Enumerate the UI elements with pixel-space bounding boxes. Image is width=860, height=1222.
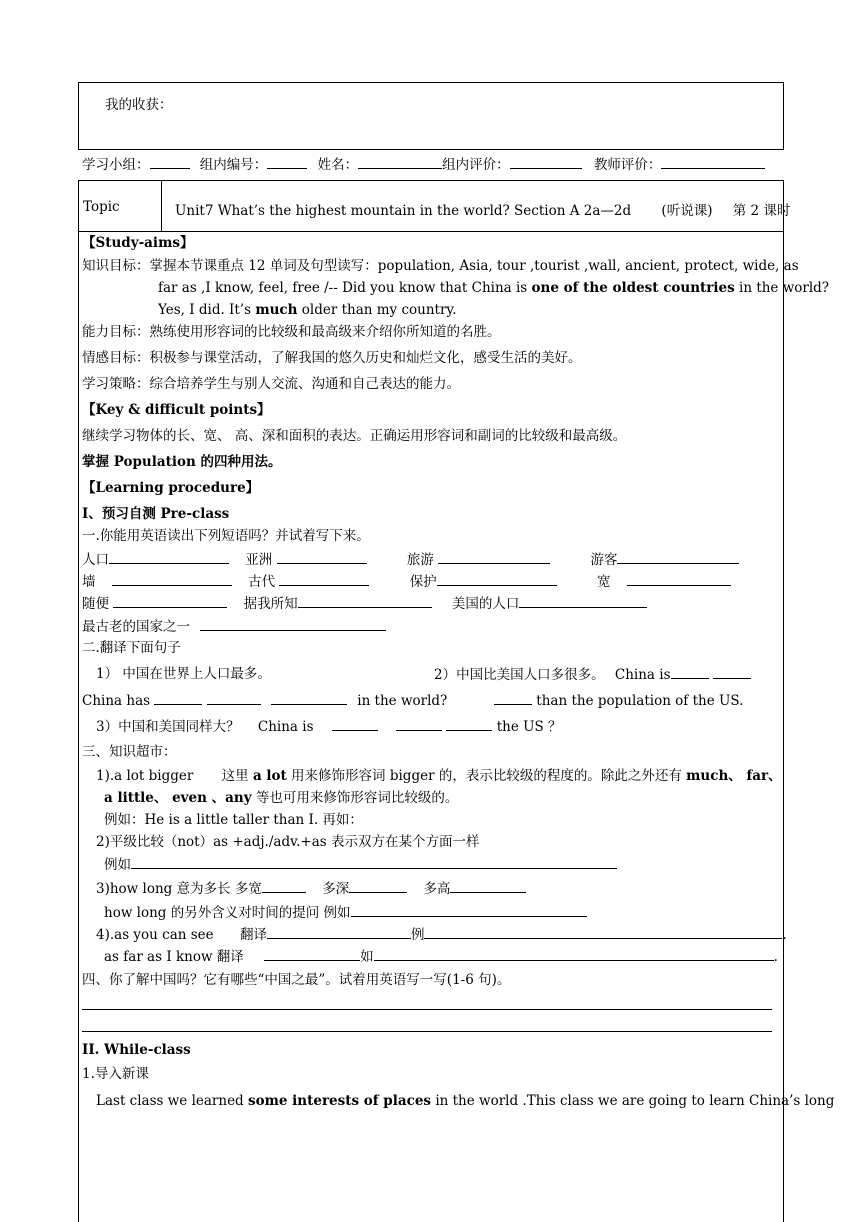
topic-label-cell <box>79 181 162 231</box>
sentence-1-cn: 1） 中国在世界上人口最多。 <box>96 666 271 682</box>
k1-bold-a: a lot <box>252 768 287 784</box>
sentence-1-en-b: in the world? <box>357 693 448 709</box>
k1-text-a: 这里 <box>221 768 253 784</box>
sentence-2-en-b: than the population of the US. <box>536 693 744 709</box>
k3-text-a: 3)how long 意为多长 多宽 <box>96 881 262 897</box>
k2-example-label: 例如 <box>104 857 131 873</box>
intro-text-a: Last class we learned <box>96 1093 248 1109</box>
answer-blank[interactable] <box>671 664 709 679</box>
knowledge-goal-line1 <box>82 256 799 276</box>
sentence-2-row <box>434 664 751 685</box>
group-info-row <box>82 153 782 173</box>
phrase-blank[interactable] <box>277 549 367 564</box>
answer-text-c: older than my country. <box>297 302 457 318</box>
k4-line2-phrase: as far as I know 翻译 <box>104 949 244 965</box>
phrase-wide: 宽 <box>596 574 611 590</box>
phrase-as-far-as-i-know: 据我所知 <box>243 596 298 612</box>
answer-blank[interactable] <box>262 878 306 893</box>
question-two: 二.翻译下面句子 <box>82 640 181 656</box>
phrase-population: 人口 <box>82 552 109 568</box>
answer-blank[interactable] <box>713 664 751 679</box>
k4-translate: 翻译 <box>239 927 267 943</box>
phrase-ancient: 古代 <box>248 574 276 590</box>
k1-bold-b: much、 far、 <box>686 768 782 784</box>
phrase-us-population: 美国的人口 <box>451 596 520 612</box>
knowledge-3 <box>96 878 526 899</box>
intro-text-bold: some interests of places <box>248 1093 432 1109</box>
knowledge-goal-line3 <box>158 300 457 320</box>
answer-blank[interactable] <box>450 878 526 893</box>
phrase-blank[interactable] <box>617 549 739 564</box>
phrase-row-3 <box>82 593 647 614</box>
knowledge-text-bold: one of the oldest countries <box>531 280 735 296</box>
sentence-2-cn: 2）中国比美国人口多很多。 <box>434 667 605 683</box>
answer-blank[interactable] <box>264 946 360 961</box>
phrase-row-4 <box>82 616 386 637</box>
phrase-blank[interactable] <box>279 571 369 586</box>
k1-text-b: 用来修饰形容词 bigger 的，表示比较级的程度的。除此之外还有 <box>286 768 687 784</box>
phrase-row-1 <box>82 549 739 570</box>
sentence-3-en-a: China is <box>257 719 314 735</box>
answer-blank[interactable] <box>351 902 587 917</box>
peer-eval-label: 组内评价： <box>442 157 510 173</box>
number-label: 组内编号： <box>199 157 268 173</box>
topic-title: Unit7 What’s the highest mountain in the world? Section A 2a—2d <box>175 203 632 219</box>
answer-blank[interactable] <box>267 924 411 939</box>
pre-class-heading: I、预习自测 Pre-class <box>82 506 230 522</box>
sentence-1-en-row <box>82 690 447 711</box>
group-label: 学习小组： <box>82 157 150 173</box>
topic-period: 第 2 课时 <box>732 203 791 219</box>
knowledge-2: 2)平级比较（not）as +adj./adv.+as 表示双方在某个方面一样 <box>96 834 480 850</box>
strategy-goal: 学习策略：综合培养学生与别人交流、沟通和自己表达的能力。 <box>82 376 460 392</box>
phrase-row-2 <box>82 571 731 592</box>
knowledge-1-line1 <box>96 766 782 786</box>
k4-example: 例 <box>410 927 425 943</box>
phrase-blank[interactable] <box>627 571 731 586</box>
name-label: 姓名： <box>317 157 359 173</box>
intro-paragraph <box>96 1091 834 1111</box>
knowledge-goal-text: 掌握本节课重点 12 单词及句型读写：population, Asia, tour ,tourist ,wall, ancient, protect, wide, as <box>149 258 799 274</box>
knowledge-4-line2: as far as I know 翻译 如 . <box>104 946 778 967</box>
sentence-3-cn: 3）中国和美国同样大？ <box>96 719 240 735</box>
key-points-line1: 继续学习物体的长、宽、 高、深和面积的表达。正确运用形容词和副词的比较级和最高级。 <box>82 428 627 444</box>
answer-line[interactable] <box>82 1031 772 1032</box>
question-four: 四、你了解中国吗？它有哪些“中国之最”。试着用英语写一写(1-6 句)。 <box>82 972 511 988</box>
k1-text-c: 等也可用来修饰形容词比较级的。 <box>251 790 459 806</box>
k4-phrase: 4).as you can see <box>96 927 214 943</box>
answer-blank[interactable] <box>446 716 492 731</box>
intro-text-c: in the world .This class we are going to learn China’s long <box>431 1093 835 1109</box>
peer-eval-blank[interactable] <box>510 155 582 169</box>
k3-text-b: 多深 <box>322 881 350 897</box>
answer-blank[interactable] <box>271 690 347 705</box>
knowledge-goal-line2 <box>158 278 829 298</box>
answer-blank[interactable] <box>424 924 782 939</box>
topic-table <box>78 180 791 232</box>
answer-blank[interactable] <box>349 878 407 893</box>
while-class-heading: II. While-class <box>82 1042 191 1058</box>
phrase-feel-free: 随便 <box>82 596 109 612</box>
knowledge-3-line2 <box>104 902 587 923</box>
teacher-eval-blank[interactable] <box>661 155 765 169</box>
knowledge-1-example: 例如：He is a little taller than I. 再如： <box>104 812 363 828</box>
phrase-blank[interactable] <box>112 571 232 586</box>
key-points-line2: 掌握 Population 的四种用法。 <box>82 454 282 470</box>
k4-line2-example: 如 <box>360 949 374 965</box>
answer-blank[interactable] <box>374 946 774 961</box>
knowledge-2-example <box>104 854 617 875</box>
phrase-protect: 保护 <box>409 574 437 590</box>
sentence-3-en-b: the US ？ <box>496 719 562 735</box>
answer-text-a: Yes, I did. It’s <box>158 302 256 318</box>
answer-blank[interactable] <box>154 690 202 705</box>
knowledge-4: 4).as you can see 翻译 例 . <box>96 924 787 945</box>
answer-blank[interactable] <box>396 716 442 731</box>
phrase-oldest-country: 最古老的国家之一 <box>82 619 190 635</box>
k3-text-c: 多高 <box>423 881 451 897</box>
phrase-tour: 旅游 <box>406 552 434 568</box>
sentence-1-en-a: China has <box>82 693 151 709</box>
answer-blank[interactable] <box>207 690 261 705</box>
phrase-wall: 墙 <box>82 574 96 590</box>
name-blank[interactable] <box>358 155 442 169</box>
question-three: 三、知识超市： <box>82 744 177 760</box>
knowledge-text-c: in the world? <box>734 280 830 296</box>
number-blank[interactable] <box>267 155 307 169</box>
topic-type: (听说课) <box>661 203 713 219</box>
topic-title-cell <box>175 199 790 219</box>
answer-blank[interactable] <box>131 854 617 869</box>
phrase-blank[interactable] <box>113 593 227 608</box>
sentence-2-en-a: China is <box>614 667 671 683</box>
phrase-asia: 亚洲 <box>245 552 273 568</box>
harvest-label: 我的收获： <box>105 97 173 113</box>
answer-line[interactable] <box>82 1009 772 1010</box>
question-one: 一.你能用英语读出下列短语吗？并试着写下来。 <box>82 528 370 544</box>
knowledge-1-line2 <box>104 788 458 808</box>
ability-goal: 能力目标：熟练使用形容词的比较级和最高级来介绍你所知道的名胜。 <box>82 324 501 340</box>
emotion-goal: 情感目标：积极参与课堂活动，了解我国的悠久历史和灿烂文化，感受生活的美好。 <box>82 350 582 366</box>
answer-blank[interactable] <box>332 716 378 731</box>
procedure-heading: 【Learning procedure】 <box>82 480 260 496</box>
k3-line2-text: how long 的另外含义对时间的提问 例如 <box>104 905 351 921</box>
knowledge-text-a: far as ,I know, feel, free /-- Did you know that China is <box>158 280 532 296</box>
k1-bold-c: a little、 even 、any <box>104 790 252 806</box>
answer-blank[interactable] <box>494 690 532 705</box>
teacher-eval-label: 教师评价： <box>593 157 662 173</box>
knowledge-goal-label: 知识目标： <box>82 258 150 274</box>
phrase-blank[interactable] <box>298 593 432 608</box>
phrase-blank[interactable] <box>109 549 229 564</box>
sentence-3-row <box>96 716 562 737</box>
k1-phrase: 1).a lot bigger <box>96 768 194 784</box>
phrase-blank[interactable] <box>438 549 550 564</box>
phrase-blank[interactable] <box>519 593 647 608</box>
harvest-box <box>78 82 784 150</box>
study-aims-heading: 【Study-aims】 <box>82 235 194 251</box>
group-blank[interactable] <box>150 155 190 169</box>
key-points-heading: 【Key & difficult points】 <box>82 402 271 418</box>
answer-text-bold: much <box>255 302 298 318</box>
intro-heading: 1.导入新课 <box>82 1066 149 1082</box>
topic-label: Topic <box>83 199 120 215</box>
phrase-blank[interactable] <box>437 571 557 586</box>
phrase-blank[interactable] <box>200 616 386 631</box>
phrase-tourist: 游客 <box>590 552 618 568</box>
sentence-2-en-row <box>494 690 743 711</box>
